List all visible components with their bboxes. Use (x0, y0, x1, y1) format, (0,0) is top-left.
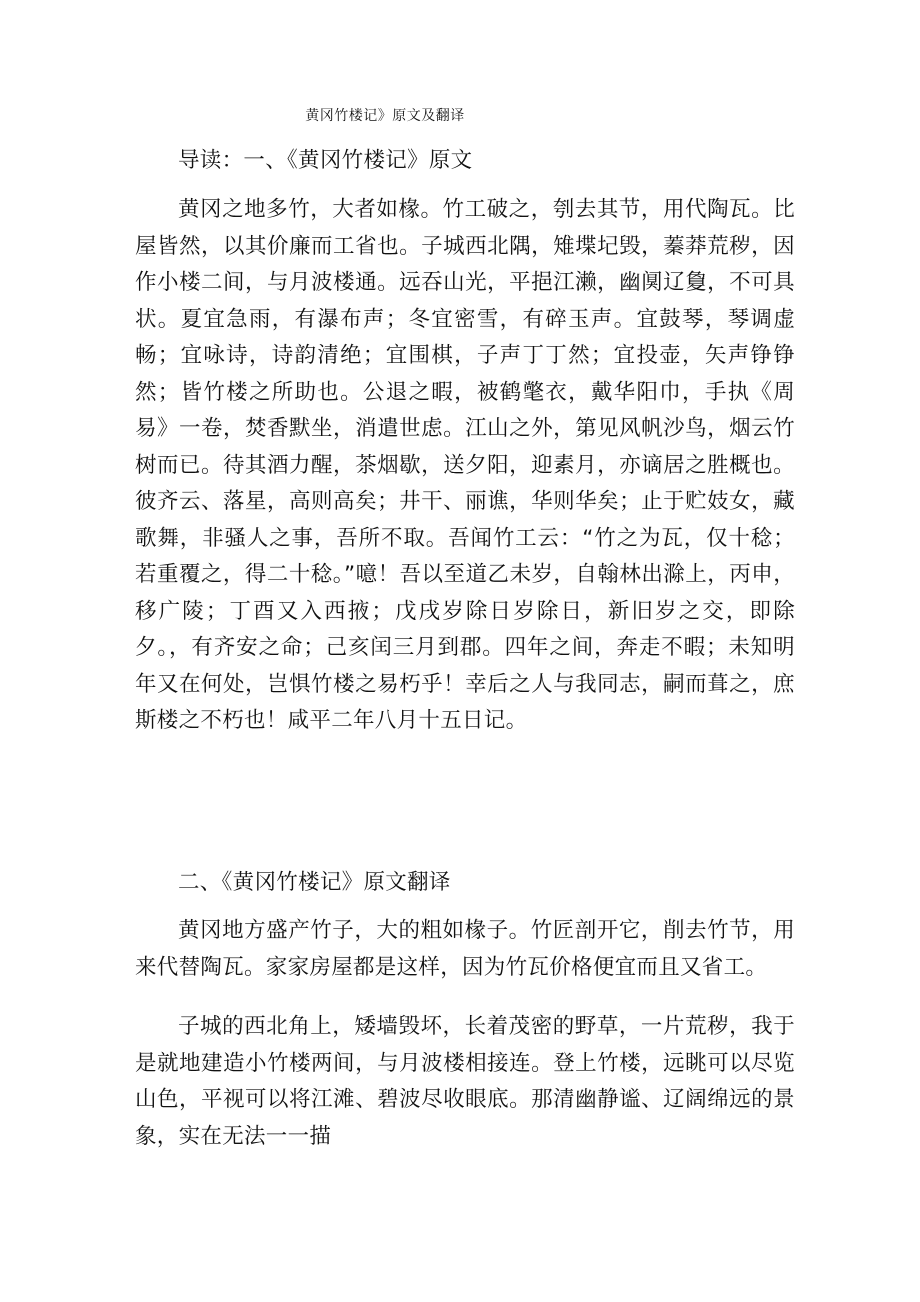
section1-heading: 导读：一、《黄冈竹楼记》原文 (178, 148, 473, 173)
original-text-paragraph: 黄冈之地多竹，大者如椽。竹工破之，刳去其节，用代陶瓦。比屋皆然，以其价廉而工省也。子城西北隅，雉堞圮毁，蓁莽荒秽，因作小楼二间，与月波楼通。远吞山光，平挹江濑，幽阒辽敻，不可具状。夏宜急雨，有瀑布声；冬宜密雪，有碎玉声。宜鼓琴，琴调虚畅；宜咏诗，诗韵清绝；宜围棋，子声丁丁然；宜投壶，矢声铮铮然；皆竹楼之所助也。公退之暇，被鹤氅衣，戴华阳巾，手执《周易》一卷，焚香默坐，消遣世虑。江山之外，第见风帆沙鸟，烟云竹树而已。待其酒力醒，茶烟歇，送夕阳，迎素月，亦谪居之胜概也。彼齐云、落星，高则高矣；井干、丽谯，华则华矣；止于贮妓女，藏歌舞，非骚人之事，吾所不取。吾闻竹工云：“竹之为瓦，仅十稔；若重覆之，得二十稔。”噫！吾以至道乙未岁，自翰林出滁上，丙申，移广陵；丁酉又入西掖；戊戌岁除日岁除日，新旧岁之交，即除夕。，有齐安之命；己亥闰三月到郡。四年之间，奔走不暇；未知明年又在何处，岂惧竹楼之易朽乎！幸后之人与我同志，嗣而葺之，庶斯楼之不朽也！咸平二年八月十五日记。 (135, 197, 795, 733)
translation-paragraph-2: 子城的西北角上，矮墙毁坏，长着茂密的野草，一片荒秽，我于是就地建造小竹楼两间，与月波楼相接连。登上竹楼，远眺可以尽览山色，平视可以将江滩、碧波尽收眼底。那清幽静谧、辽阔绵远的景象，实在无法一一描 (135, 1014, 795, 1149)
document-title: 黄冈竹楼记》原文及翻译 (305, 108, 465, 124)
section2-heading: 二、《黄冈竹楼记》原文翻译 (178, 870, 451, 895)
translation-paragraph-1: 黄冈地方盛产竹子，大的粗如椽子。竹匠剖开它，削去竹节，用来代替陶瓦。家家房屋都是这样，因为竹瓦价格便宜而且又省工。 (135, 918, 795, 980)
